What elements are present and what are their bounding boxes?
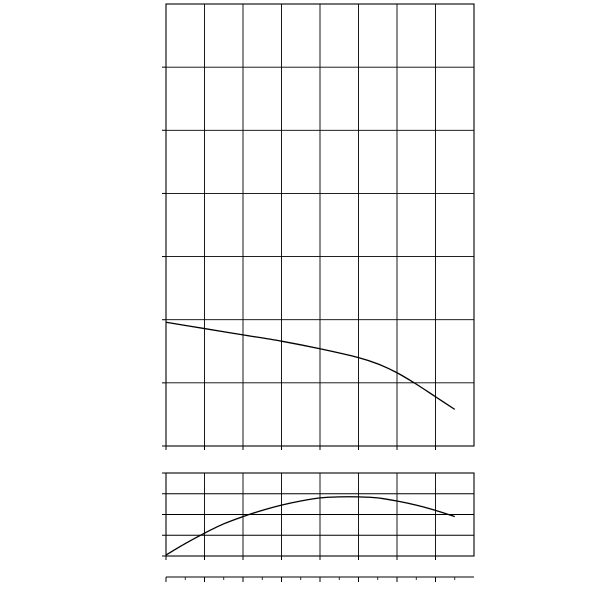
panel1-series-line <box>166 322 455 409</box>
panel2-series-line <box>166 497 455 555</box>
